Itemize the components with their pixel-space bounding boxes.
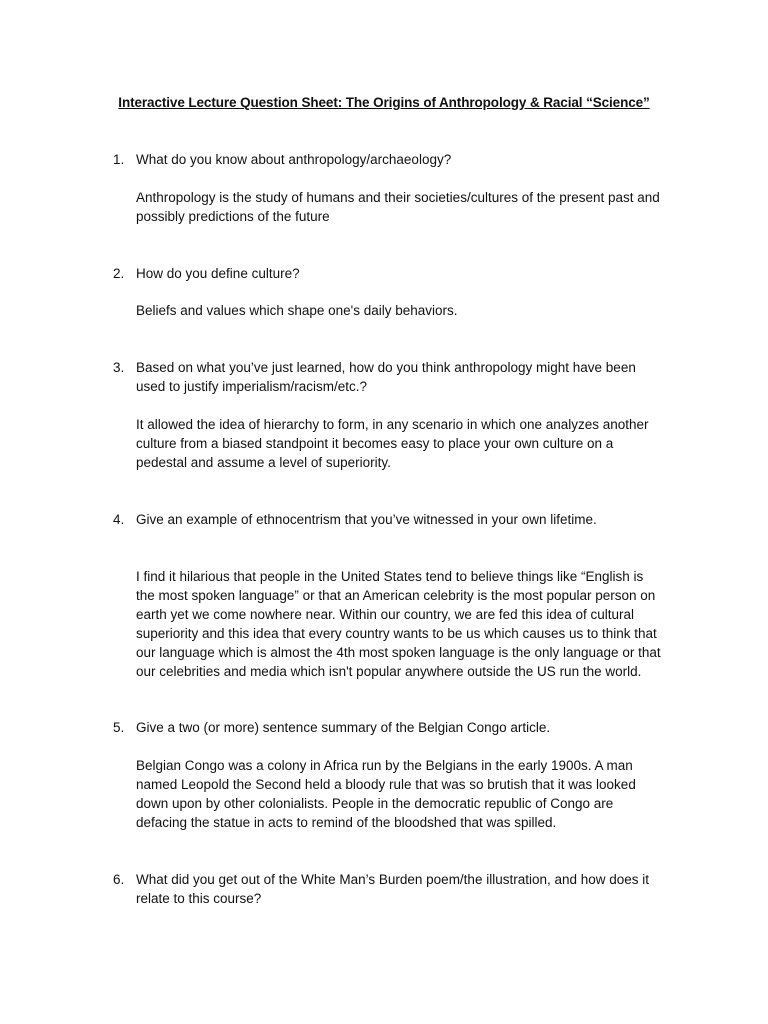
question-text-2: How do you define culture? xyxy=(136,266,300,281)
question-number-2: 2. xyxy=(113,266,125,281)
question-text-5: Give a two (or more) sentence summary of the Belgian Congo article. xyxy=(136,720,551,735)
answer-text-4: I find it hilarious that people in the United States tend to believe things like “English is the most spoken language” or that an American celebrity is the most popular person on earth yet we come nowhere near. Within our country, we are fed this idea of cultural superiority and this idea that every country wants to be us which causes us to think that our language which is almost the 4th most spoken language is the only language or that our celebrities and media which isn't popular anywhere outside the US run the world. xyxy=(136,569,661,679)
question-number-6: 6. xyxy=(113,872,125,887)
answer-text-3: It allowed the idea of hierarchy to form, in any scenario in which one analyzes another culture from a biased standpoint it becomes easy to place your own culture on a pedestal and assume a level of superiority. xyxy=(136,417,649,470)
question-number-3: 3. xyxy=(113,360,125,375)
question-text-4: Give an example of ethnocentrism that you’ve witnessed in your own lifetime. xyxy=(136,512,597,527)
question-text-1: What do you know about anthropology/archaeology? xyxy=(136,152,452,167)
answer-text-1: Anthropology is the study of humans and their societies/cultures of the present past and possibly predictions of the future xyxy=(136,190,660,224)
answer-text-2: Beliefs and values which shape one's daily behaviors. xyxy=(136,303,458,318)
question-number-5: 5. xyxy=(113,720,125,735)
question-number-4: 4. xyxy=(113,512,125,527)
document-title: Interactive Lecture Question Sheet: The Origins of Anthropology & Racial “Science” xyxy=(118,95,650,110)
question-text-3: Based on what you’ve just learned, how do you think anthropology might have been used to justify imperialism/racism/etc.? xyxy=(136,360,636,394)
question-number-1: 1. xyxy=(113,152,125,167)
question-text-6: What did you get out of the White Man’s Burden poem/the illustration, and how does it relate to this course? xyxy=(136,872,650,906)
answer-text-5: Belgian Congo was a colony in Africa run by the Belgians in the early 1900s. A man named Leopold the Second held a bloody rule that was so brutish that it was looked down upon by other colonialists. People in the democratic republic of Congo are defacing the statue in acts to remind of the bloodshed that was spilled. xyxy=(136,758,636,830)
